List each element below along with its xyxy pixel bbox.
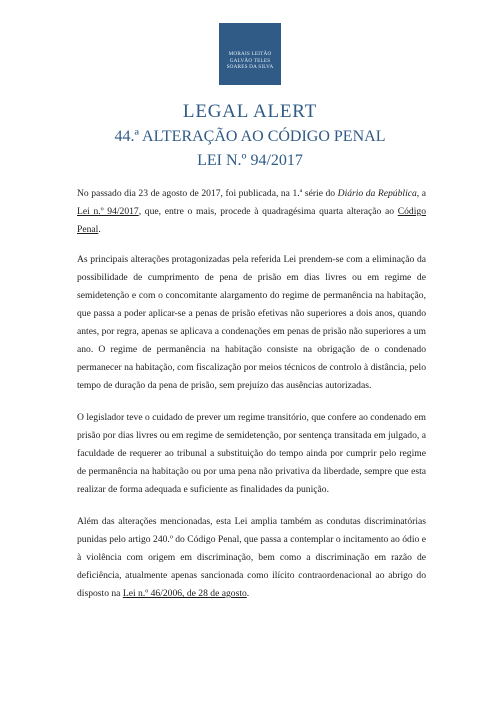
paragraph-intro: [77, 185, 426, 239]
diario-republica-italic: Diário da República: [337, 188, 417, 199]
p1-text-g: .: [98, 224, 101, 235]
p1-text-e: , que, entre o mais, procede à quadragésima quarta alteração ao: [138, 206, 398, 217]
title-block: [0, 100, 500, 172]
document-body: [77, 185, 426, 617]
p4-text-c: .: [246, 588, 250, 599]
logo-line-3: SOARES DA SILVA: [226, 64, 274, 71]
law-number-heading: LEI N.º 94/2017: [197, 152, 303, 169]
logo-line-2: GALVÃO TELES: [229, 57, 271, 64]
p1-text-a: No passado dia 23 de agosto de 2017, foi publicada, na 1.ª série do: [77, 188, 338, 199]
lei-94-2017-link[interactable]: Lei n.º 94/2017: [77, 206, 139, 217]
firm-logo: [219, 23, 281, 85]
p4-text-a: Além das alterações mencionadas, esta Lei amplia também as condutas discriminatórias punidas pelo artigo 240.º do Código Penal, que passa a contemplar o incitamento ao ódio e à violência com origem em discriminação, bem como a discriminação em razão de deficiência, atualmente apenas sancionada como ilícito contraordenacional ao abrigo do disposto na: [77, 516, 426, 599]
lei-46-2006-link[interactable]: Lei n.º 46/2006, de 28 de agosto: [122, 588, 247, 599]
document-title: LEGAL ALERT: [182, 101, 318, 122]
paragraph-transitional-regime: O legislador teve o cuidado de prever um regime transitório, que confere ao condenado em prisão por dias livres ou em regime de semidetenção, por sentença transitada em julgado, a faculdade de requerer ao tribunal a substituição do tempo ainda por cumprir pelo regime de permanência na habitação ou por uma pena não privativa da liberdade, sempre que esta realizar de forma adequada e suficiente as finalidades da punição.: [77, 412, 426, 495]
document-subtitle: 44.ª ALTERAÇÃO AO CÓDIGO PENAL: [114, 128, 386, 145]
logo-line-1: MORAIS LEITÃO: [228, 51, 272, 58]
p1-text-c: , a: [416, 188, 426, 199]
codigo-penal-link[interactable]: Código Penal: [77, 206, 426, 235]
paragraph-main-changes: As principais alterações protagonizadas pela referida Lei prendem-se com a eliminação da possibilidade de cumprimento de pena de prisão em dias livres ou em regime de semidetenção e com o concomitante alargamento do regime de permanência na habitação, que passa a poder aplicar-se a penas de prisão efetivas não superiores a dois anos, quando antes, por regra, apenas se aplicava a condenações em penas de prisão não superiores a um ano. O regime de permanência na habitação consiste na obrigação de o condenado permanecer na habitação, com fiscalização por meios técnicos de controlo à distância, pelo tempo de duração da pena de prisão, sem prejuízo das ausências autorizadas.: [77, 254, 426, 391]
paragraph-discrimination: [77, 513, 426, 603]
